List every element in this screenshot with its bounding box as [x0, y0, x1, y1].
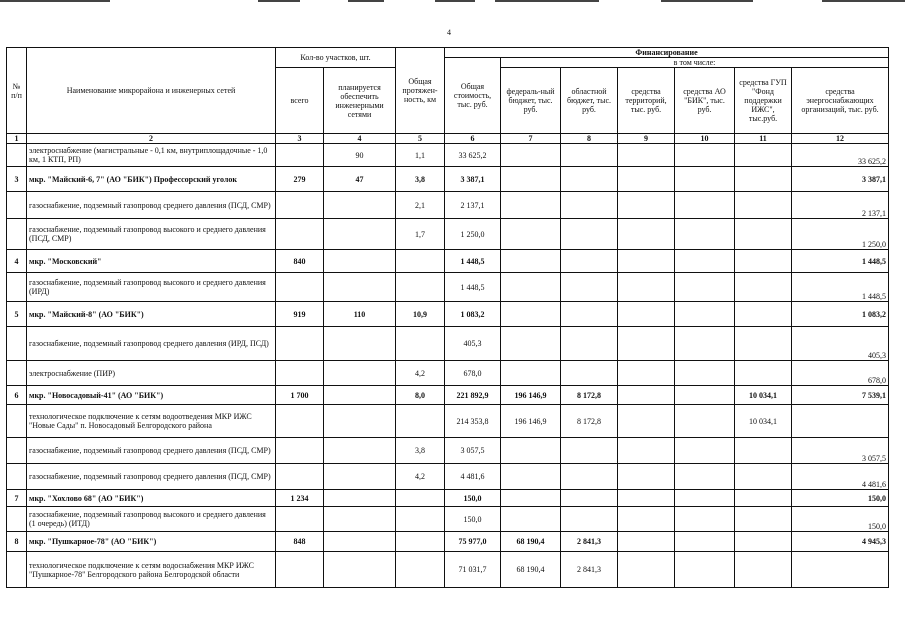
territory-funds — [618, 327, 675, 361]
total-cost: 2 137,1 — [445, 192, 501, 219]
federal-budget — [501, 464, 561, 490]
total-cost: 1 250,0 — [445, 219, 501, 250]
plots-total: 1 234 — [276, 490, 324, 507]
bik-funds — [675, 219, 735, 250]
bik-funds — [675, 405, 735, 438]
territory-funds — [618, 361, 675, 386]
territory-funds — [618, 192, 675, 219]
gup-funds — [735, 250, 792, 273]
network-row — [7, 438, 889, 464]
gup-funds — [735, 273, 792, 302]
plots-total — [276, 219, 324, 250]
col-number: 9 — [618, 134, 675, 144]
header-length: Общая протяжен-ность, км — [396, 48, 445, 134]
header-plots: Кол-во участков, шт. — [276, 48, 396, 68]
length-km: 1,1 — [396, 144, 445, 167]
federal-budget — [501, 361, 561, 386]
col-number: 12 — [792, 134, 889, 144]
federal-budget — [501, 438, 561, 464]
length-km: 2,1 — [396, 192, 445, 219]
regional-budget — [561, 327, 618, 361]
federal-budget — [501, 250, 561, 273]
bik-funds — [675, 273, 735, 302]
plots-planned — [324, 192, 396, 219]
plots-planned — [324, 273, 396, 302]
energy-funds: 3 057,5 — [792, 438, 889, 464]
energy-funds: 1 448,5 — [792, 250, 889, 273]
total-cost: 150,0 — [445, 490, 501, 507]
gup-funds — [735, 490, 792, 507]
plots-total: 848 — [276, 532, 324, 552]
plots-total — [276, 361, 324, 386]
plots-planned — [324, 327, 396, 361]
header-plots-planned: планируется обеспечить инженерными сетями — [324, 68, 396, 134]
regional-budget — [561, 490, 618, 507]
length-km: 4,2 — [396, 464, 445, 490]
federal-budget: 68 190,4 — [501, 552, 561, 588]
network-row — [7, 327, 889, 361]
row-number — [7, 192, 27, 219]
gup-funds — [735, 167, 792, 192]
network-row — [7, 507, 889, 532]
gup-funds — [735, 219, 792, 250]
row-name: технологическое подключение к сетям водоотведения МКР ИЖС "Новые Сады" п. Новосадовый Белгородского района — [27, 405, 276, 438]
col-number: 7 — [501, 134, 561, 144]
plots-planned — [324, 438, 396, 464]
financing-table — [6, 47, 889, 588]
length-km — [396, 273, 445, 302]
header-bik: средства АО "БИК", тыс. руб. — [675, 68, 735, 134]
energy-funds: 405,3 — [792, 327, 889, 361]
regional-budget — [561, 302, 618, 327]
network-row — [7, 405, 889, 438]
territory-funds — [618, 490, 675, 507]
bik-funds — [675, 507, 735, 532]
gup-funds — [735, 361, 792, 386]
header-name: Наименование микрорайона и инженерных сетей — [27, 48, 276, 134]
regional-budget — [561, 250, 618, 273]
plots-total — [276, 144, 324, 167]
row-name: газоснабжение, подземный газопровод высокого и среднего давления (1 очередь) (ИТД) — [27, 507, 276, 532]
length-km: 10,9 — [396, 302, 445, 327]
col-number: 6 — [445, 134, 501, 144]
regional-budget — [561, 464, 618, 490]
total-cost: 678,0 — [445, 361, 501, 386]
row-name: газоснабжение, подземный газопровод среднего давления (ПСД, СМР) — [27, 192, 276, 219]
plots-planned — [324, 405, 396, 438]
territory-funds — [618, 405, 675, 438]
gup-funds — [735, 464, 792, 490]
plots-planned: 90 — [324, 144, 396, 167]
energy-funds: 150,0 — [792, 507, 889, 532]
length-km — [396, 327, 445, 361]
row-number: 8 — [7, 532, 27, 552]
row-number — [7, 507, 27, 532]
network-row — [7, 273, 889, 302]
plots-planned — [324, 490, 396, 507]
total-cost: 1 448,5 — [445, 250, 501, 273]
gup-funds — [735, 438, 792, 464]
territory-funds — [618, 167, 675, 192]
network-row — [7, 361, 889, 386]
plots-total — [276, 552, 324, 588]
territory-funds — [618, 507, 675, 532]
plots-total — [276, 464, 324, 490]
gup-funds — [735, 302, 792, 327]
territory-funds — [618, 250, 675, 273]
header-financing: Финансирование — [445, 48, 889, 58]
plots-planned — [324, 250, 396, 273]
row-name: газоснабжение, подземный газопровод среднего давления (ИРД, ПСД) — [27, 327, 276, 361]
regional-budget: 2 841,3 — [561, 532, 618, 552]
total-cost: 3 057,5 — [445, 438, 501, 464]
plots-total: 279 — [276, 167, 324, 192]
row-name: мкр. "Майский-6, 7" (АО "БИК") Профессорский уголок — [27, 167, 276, 192]
bik-funds — [675, 490, 735, 507]
regional-budget — [561, 273, 618, 302]
plots-planned — [324, 552, 396, 588]
bik-funds — [675, 464, 735, 490]
regional-budget: 2 841,3 — [561, 552, 618, 588]
col-number: 11 — [735, 134, 792, 144]
row-number: 4 — [7, 250, 27, 273]
territory-funds — [618, 386, 675, 405]
federal-budget — [501, 490, 561, 507]
row-name: мкр. "Пушкарное-78" (АО "БИК") — [27, 532, 276, 552]
col-number: 4 — [324, 134, 396, 144]
total-cost: 1 083,2 — [445, 302, 501, 327]
gup-funds: 10 034,1 — [735, 386, 792, 405]
regional-budget — [561, 144, 618, 167]
header-gup: средства ГУП "Фонд поддержки ИЖС", тыс.руб. — [735, 68, 792, 134]
plots-total: 1 700 — [276, 386, 324, 405]
gup-funds — [735, 144, 792, 167]
header-no: № п/п — [7, 48, 27, 134]
col-number: 10 — [675, 134, 735, 144]
row-number — [7, 438, 27, 464]
territory-funds — [618, 438, 675, 464]
row-name: мкр. "Московский" — [27, 250, 276, 273]
row-name: мкр. "Новосадовый-41" (АО "БИК") — [27, 386, 276, 405]
regional-budget — [561, 219, 618, 250]
length-km — [396, 490, 445, 507]
length-km: 3,8 — [396, 438, 445, 464]
bik-funds — [675, 250, 735, 273]
federal-budget — [501, 167, 561, 192]
row-number — [7, 405, 27, 438]
energy-funds: 33 625,2 — [792, 144, 889, 167]
district-row — [7, 250, 889, 273]
network-row — [7, 464, 889, 490]
total-cost: 3 387,1 — [445, 167, 501, 192]
regional-budget — [561, 167, 618, 192]
plots-planned — [324, 532, 396, 552]
network-row — [7, 144, 889, 167]
total-cost: 4 481,6 — [445, 464, 501, 490]
col-number: 1 — [7, 134, 27, 144]
territory-funds — [618, 532, 675, 552]
plots-total — [276, 507, 324, 532]
district-row — [7, 167, 889, 192]
row-number — [7, 361, 27, 386]
regional-budget: 8 172,8 — [561, 386, 618, 405]
federal-budget: 68 190,4 — [501, 532, 561, 552]
plots-planned — [324, 507, 396, 532]
energy-funds: 1 083,2 — [792, 302, 889, 327]
territory-funds — [618, 144, 675, 167]
length-km — [396, 250, 445, 273]
header-total-cost: Общая стоимость, тыс. руб. — [445, 58, 501, 134]
territory-funds — [618, 273, 675, 302]
regional-budget — [561, 438, 618, 464]
header-federal: федераль-ный бюджет, тыс. руб. — [501, 68, 561, 134]
energy-funds: 1 250,0 — [792, 219, 889, 250]
district-row — [7, 386, 889, 405]
header-including: в том числе: — [501, 58, 889, 68]
plots-total — [276, 192, 324, 219]
gup-funds: 10 034,1 — [735, 405, 792, 438]
row-name: мкр. "Майский-8" (АО "БИК") — [27, 302, 276, 327]
length-km — [396, 532, 445, 552]
gup-funds — [735, 192, 792, 219]
bik-funds — [675, 438, 735, 464]
energy-funds: 4 481,6 — [792, 464, 889, 490]
federal-budget — [501, 273, 561, 302]
plots-planned: 110 — [324, 302, 396, 327]
row-number — [7, 464, 27, 490]
regional-budget — [561, 192, 618, 219]
total-cost: 33 625,2 — [445, 144, 501, 167]
bik-funds — [675, 144, 735, 167]
row-name: газоснабжение, подземный газопровод высокого и среднего давления (ИРД) — [27, 273, 276, 302]
row-name: газоснабжение, подземный газопровод среднего давления (ПСД, СМР) — [27, 438, 276, 464]
row-name: газоснабжение, подземный газопровод высокого и среднего давления (ПСД, СМР) — [27, 219, 276, 250]
plots-planned — [324, 386, 396, 405]
row-number — [7, 327, 27, 361]
network-row — [7, 192, 889, 219]
page-number: 4 — [447, 28, 451, 37]
gup-funds — [735, 507, 792, 532]
bik-funds — [675, 167, 735, 192]
territory-funds — [618, 552, 675, 588]
energy-funds — [792, 552, 889, 588]
row-name: газоснабжение, подземный газопровод среднего давления (ПСД, СМР) — [27, 464, 276, 490]
energy-funds: 3 387,1 — [792, 167, 889, 192]
district-row — [7, 490, 889, 507]
network-row — [7, 219, 889, 250]
header-energy: средства энергоснабжающих организаций, тыс. руб. — [792, 68, 889, 134]
energy-funds: 2 137,1 — [792, 192, 889, 219]
col-number: 2 — [27, 134, 276, 144]
header-plots-total: всего — [276, 68, 324, 134]
district-row — [7, 532, 889, 552]
header-territory: средства территорий, тыс. руб. — [618, 68, 675, 134]
federal-budget — [501, 144, 561, 167]
regional-budget: 8 172,8 — [561, 405, 618, 438]
column-number-row — [7, 134, 889, 144]
gup-funds — [735, 552, 792, 588]
gup-funds — [735, 327, 792, 361]
row-number: 7 — [7, 490, 27, 507]
energy-funds: 678,0 — [792, 361, 889, 386]
length-km: 8,0 — [396, 386, 445, 405]
col-number: 3 — [276, 134, 324, 144]
bik-funds — [675, 302, 735, 327]
bik-funds — [675, 361, 735, 386]
federal-budget: 196 146,9 — [501, 386, 561, 405]
row-name: электроснабжение (магистральные - 0,1 км, внутриплощадочные - 1,0 км, 1 КТП, РП) — [27, 144, 276, 167]
scan-top-edge — [0, 0, 905, 3]
plots-planned — [324, 219, 396, 250]
energy-funds: 7 539,1 — [792, 386, 889, 405]
total-cost: 214 353,8 — [445, 405, 501, 438]
plots-planned — [324, 464, 396, 490]
plots-total — [276, 273, 324, 302]
plots-total: 919 — [276, 302, 324, 327]
federal-budget — [501, 192, 561, 219]
col-number: 5 — [396, 134, 445, 144]
energy-funds: 150,0 — [792, 490, 889, 507]
plots-total — [276, 405, 324, 438]
plots-planned — [324, 361, 396, 386]
federal-budget — [501, 302, 561, 327]
territory-funds — [618, 219, 675, 250]
district-row — [7, 302, 889, 327]
federal-budget: 196 146,9 — [501, 405, 561, 438]
plots-total — [276, 438, 324, 464]
length-km — [396, 405, 445, 438]
row-name: технологическое подключение к сетям водоснабжения МКР ИЖС "Пушкарное-78" Белгородского района Белгородской области — [27, 552, 276, 588]
row-name: электроснабжение (ПИР) — [27, 361, 276, 386]
total-cost: 150,0 — [445, 507, 501, 532]
row-number — [7, 273, 27, 302]
length-km — [396, 507, 445, 532]
row-number: 5 — [7, 302, 27, 327]
row-number: 6 — [7, 386, 27, 405]
federal-budget — [501, 507, 561, 532]
row-number — [7, 219, 27, 250]
row-number — [7, 144, 27, 167]
federal-budget — [501, 219, 561, 250]
plots-total: 840 — [276, 250, 324, 273]
regional-budget — [561, 507, 618, 532]
row-number — [7, 552, 27, 588]
regional-budget — [561, 361, 618, 386]
length-km: 3,8 — [396, 167, 445, 192]
gup-funds — [735, 532, 792, 552]
energy-funds: 4 945,3 — [792, 532, 889, 552]
row-name: мкр. "Хохлово 68" (АО "БИК") — [27, 490, 276, 507]
length-km: 4,2 — [396, 361, 445, 386]
plots-planned: 47 — [324, 167, 396, 192]
bik-funds — [675, 386, 735, 405]
row-number: 3 — [7, 167, 27, 192]
bik-funds — [675, 327, 735, 361]
territory-funds — [618, 464, 675, 490]
energy-funds — [792, 405, 889, 438]
col-number: 8 — [561, 134, 618, 144]
network-row — [7, 552, 889, 588]
header-regional: областной бюджет, тыс. руб. — [561, 68, 618, 134]
total-cost: 221 892,9 — [445, 386, 501, 405]
plots-total — [276, 327, 324, 361]
length-km: 1,7 — [396, 219, 445, 250]
total-cost: 405,3 — [445, 327, 501, 361]
territory-funds — [618, 302, 675, 327]
bik-funds — [675, 192, 735, 219]
federal-budget — [501, 327, 561, 361]
bik-funds — [675, 532, 735, 552]
length-km — [396, 552, 445, 588]
total-cost: 71 031,7 — [445, 552, 501, 588]
total-cost: 75 977,0 — [445, 532, 501, 552]
energy-funds: 1 448,5 — [792, 273, 889, 302]
bik-funds — [675, 552, 735, 588]
total-cost: 1 448,5 — [445, 273, 501, 302]
